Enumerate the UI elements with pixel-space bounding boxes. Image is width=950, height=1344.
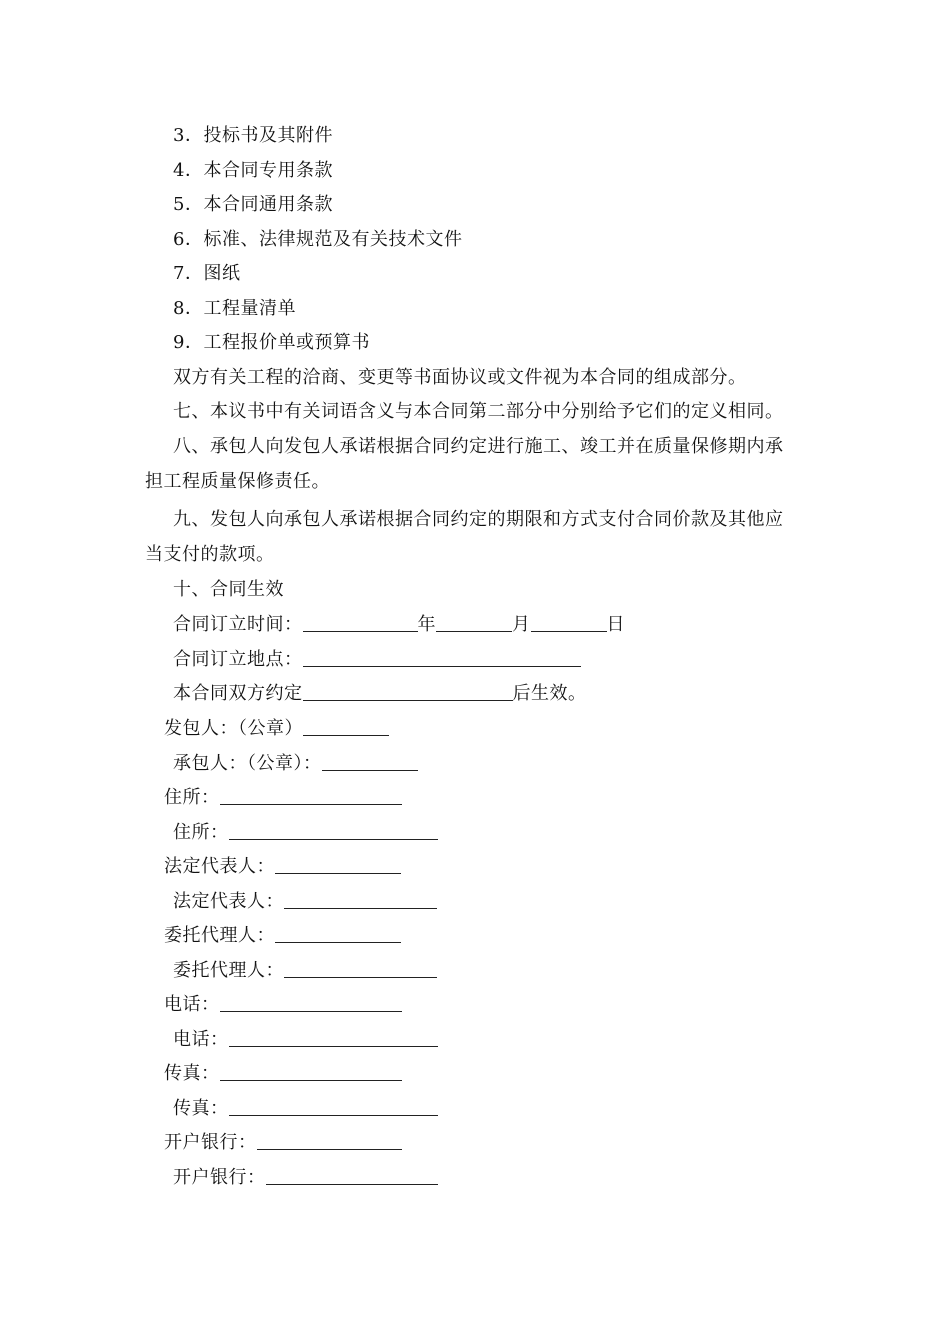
employer-agent-blank[interactable]: [275, 924, 401, 943]
employer-fax-row: [164, 1062, 402, 1086]
effective-condition-row: [173, 682, 587, 706]
contractor-bank-row: [173, 1166, 438, 1190]
employer-bank-blank[interactable]: [257, 1131, 402, 1150]
negotiation-paragraph: 双方有关工程的洽商、变更等书面协议或文件视为本合同的组成部分。: [173, 367, 747, 388]
effective-condition-label: 本合同双方约定: [173, 683, 303, 704]
effective-condition-suffix: 后生效。: [512, 683, 587, 704]
effective-condition-blank[interactable]: [303, 682, 513, 701]
contractor-seal-row: [173, 752, 418, 776]
contractor-address-label: 住所：: [173, 822, 229, 843]
contractor-seal-label: 承包人：（公章）：: [173, 753, 322, 774]
employer-legal-rep-blank[interactable]: [275, 855, 401, 874]
contractor-address-row: [173, 821, 438, 845]
employer-phone-blank[interactable]: [220, 993, 402, 1012]
clause-8-line-1: 八、承包人向发包人承诺根据合同约定进行施工、竣工并在质量保修期内承: [173, 436, 784, 457]
doc-list-item: 7．图纸: [173, 263, 241, 284]
doc-list-item: 9．工程报价单或预算书: [173, 332, 370, 353]
employer-phone-label: 电话：: [164, 994, 220, 1015]
month-blank[interactable]: [436, 613, 512, 632]
signing-place-row: [173, 648, 581, 672]
contractor-agent-label: 委托代理人：: [173, 960, 284, 981]
contractor-agent-row: [173, 959, 437, 983]
contractor-agent-blank[interactable]: [284, 959, 437, 978]
doc-list-item: 8．工程量清单: [173, 298, 296, 319]
contractor-phone-blank[interactable]: [229, 1028, 438, 1047]
employer-fax-label: 传真：: [164, 1063, 220, 1084]
doc-list-item: 3．投标书及其附件: [173, 125, 333, 146]
clause-9-line-1: 九、发包人向承包人承诺根据合同约定的期限和方式支付合同价款及其他应: [173, 509, 784, 530]
clause-8-line-2: 担工程质量保修责任。: [145, 471, 330, 492]
contractor-bank-blank[interactable]: [266, 1166, 438, 1185]
signing-time-row: [173, 613, 625, 637]
employer-legal-rep-row: [164, 855, 401, 879]
contractor-phone-row: [173, 1028, 438, 1052]
clause-9-line-2: 当支付的款项。: [145, 544, 275, 565]
contractor-fax-row: [173, 1097, 438, 1121]
contractor-phone-label: 电话：: [173, 1029, 229, 1050]
employer-seal-label: 发包人：（公章）: [164, 718, 303, 739]
clause-10-heading: 十、合同生效: [173, 579, 284, 600]
doc-list-item: 4．本合同专用条款: [173, 160, 333, 181]
signing-time-label: 合同订立时间：: [173, 614, 303, 635]
employer-agent-row: [164, 924, 401, 948]
contractor-legal-rep-row: [173, 890, 437, 914]
employer-address-label: 住所：: [164, 787, 220, 808]
contractor-address-blank[interactable]: [229, 821, 438, 840]
clause-7: 七、本议书中有关词语含义与本合同第二部分中分别给予它们的定义相同。: [173, 401, 784, 422]
doc-list-item: 6．标准、法律规范及有关技术文件: [173, 229, 463, 250]
contractor-legal-rep-blank[interactable]: [284, 890, 437, 909]
contractor-bank-label: 开户银行：: [173, 1167, 266, 1188]
employer-address-blank[interactable]: [220, 786, 402, 805]
employer-phone-row: [164, 993, 402, 1017]
employer-fax-blank[interactable]: [220, 1062, 402, 1081]
employer-seal-row: [164, 717, 389, 741]
employer-agent-label: 委托代理人：: [164, 925, 275, 946]
contractor-seal-blank[interactable]: [322, 752, 418, 771]
contractor-legal-rep-label: 法定代表人：: [173, 891, 284, 912]
signing-place-blank[interactable]: [303, 648, 581, 667]
contractor-fax-label: 传真：: [173, 1098, 229, 1119]
month-label: 月: [512, 614, 531, 635]
employer-legal-rep-label: 法定代表人：: [164, 856, 275, 877]
day-blank[interactable]: [531, 613, 607, 632]
employer-address-row: [164, 786, 402, 810]
contractor-fax-blank[interactable]: [229, 1097, 438, 1116]
year-label: 年: [417, 614, 436, 635]
employer-bank-row: [164, 1131, 402, 1155]
employer-seal-blank[interactable]: [303, 717, 389, 736]
employer-bank-label: 开户银行：: [164, 1132, 257, 1153]
doc-list-item: 5．本合同通用条款: [173, 194, 333, 215]
year-blank[interactable]: [303, 613, 418, 632]
day-label: 日: [606, 614, 625, 635]
signing-place-label: 合同订立地点：: [173, 649, 303, 670]
